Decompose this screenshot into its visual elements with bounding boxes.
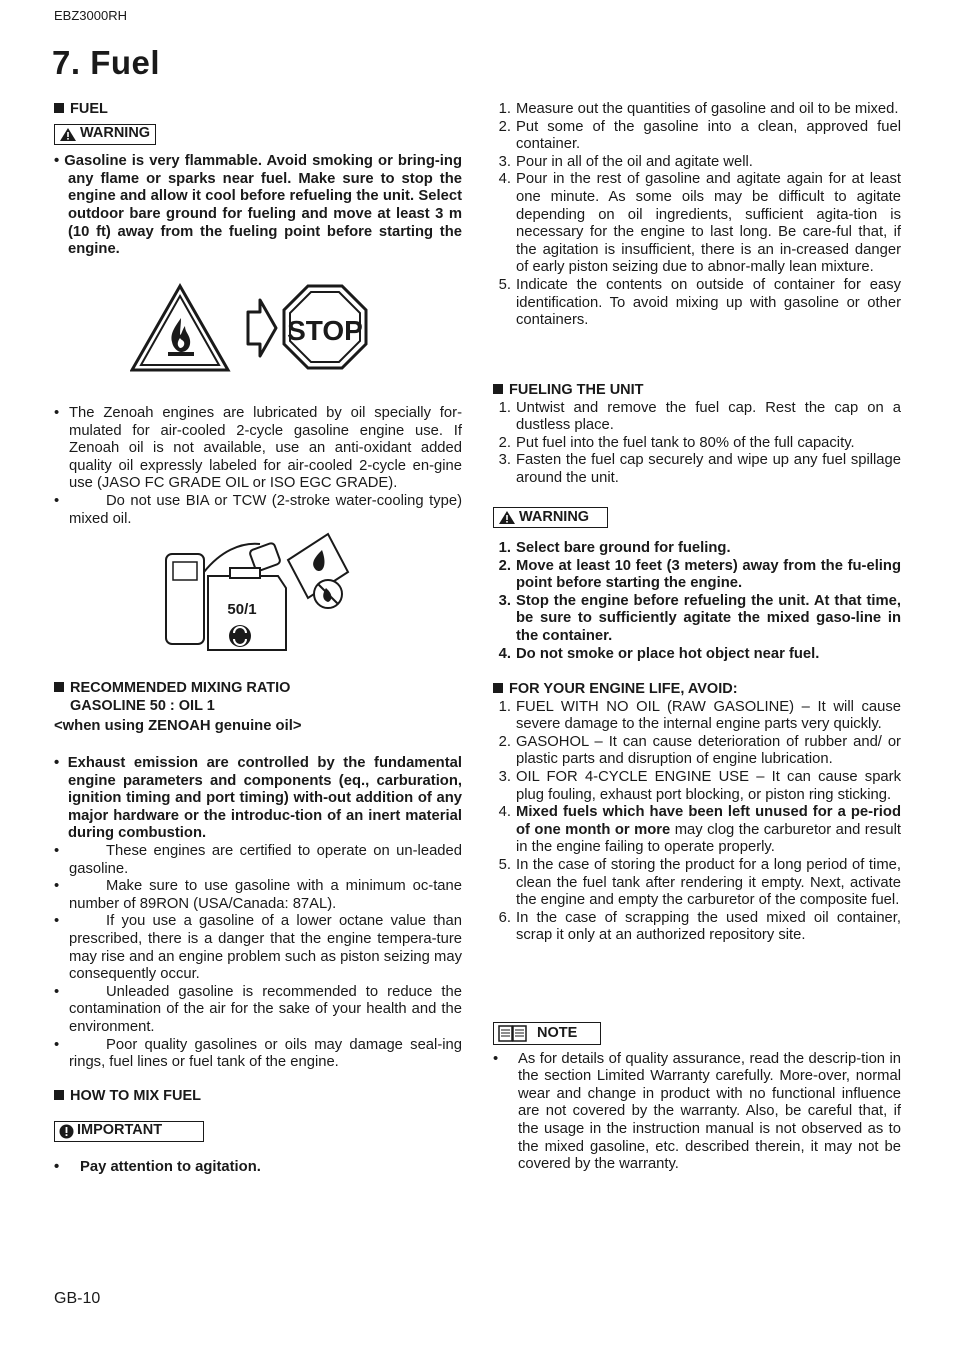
avoid-heading: FOR YOUR ENGINE LIFE, AVOID:: [493, 681, 901, 699]
list-item: 2. Move at least 10 feet (3 meters) away from the fu-eling point before starting the engine.: [498, 557, 901, 592]
list-item: 6. In the case of scrapping the used mixed oil container, scrap it only at an authorized repository site.: [498, 909, 901, 944]
list-item: 3. Fasten the fuel cap securely and wipe up any fuel spillage around the unit.: [498, 452, 901, 486]
warning-section-right: [493, 507, 901, 531]
ratio-heading: RECOMMENDED MIXING RATIO: [54, 680, 462, 698]
no-fire-icon: [314, 580, 342, 608]
list-item: • Make sure to use gasoline with a minimum oc-tane number of 89RON (USA/Canada: 87AL).: [54, 878, 462, 912]
list-item: • These engines are certified to operate on un-leaded gasoline.: [54, 842, 462, 877]
warning-steps: [493, 540, 901, 663]
list-item: 5. Indicate the contents on outside of container for easy identification. To avoid mixing up with gasoline or other containers.: [498, 276, 901, 329]
gas-pump-icon: [166, 554, 204, 644]
square-bullet-icon: [493, 384, 503, 394]
ratio-subheading: <when using ZENOAH genuine oil>: [54, 718, 302, 735]
flammable-warning-icon: [132, 286, 228, 370]
square-bullet-icon: [54, 103, 64, 113]
note-section: [493, 1022, 901, 1174]
note-label: NOTE: [493, 1022, 601, 1045]
exclamation-circle-icon: [59, 1124, 74, 1139]
list-item: 2. GASOHOL – It can cause deterioration of rubber and/ or plastic parts and disruption of engine lubrication.: [498, 733, 901, 768]
ratio-value: GASOLINE 50 : OIL 1: [70, 697, 215, 714]
avoid-section: [493, 681, 901, 945]
fuel-heading: FUEL: [54, 101, 462, 119]
list-item: 3. OIL FOR 4-CYCLE ENGINE USE – It can cause spark plug fouling, exhaust port blocking, or piston ring sticking.: [498, 768, 901, 803]
list-item: 1. Measure out the quantities of gasoline and oil to be mixed.: [498, 101, 899, 117]
page-title: 7. Fuel: [52, 44, 161, 81]
emission-text: • Exhaust emission are controlled by the fundamental engine parameters and components (eq., carburation, ignition timing and port timing) with-out addition of any major hardware or the introduc-tion of an inert material during combustion.: [54, 755, 462, 842]
square-bullet-icon: [54, 1090, 64, 1100]
list-item: 3. Stop the engine before refueling the unit. At that time, be sure to sufficiently agitate the mixed gaso-line in the container.: [498, 592, 901, 644]
svg-text:50/1: 50/1: [227, 601, 257, 618]
list-item: 4. Mixed fuels which have been left unused for a pe-riod of one month or more may clog the carburetor and result in the engine failing to operate properly.: [498, 804, 901, 856]
list-item: 1. Select bare ground for fueling.: [498, 540, 731, 556]
list-item: 4. Pour in the rest of gasoline and agitate again for at least one minute. As some oils may be difficult to agitate depending on oil ingredients, sufficient agita-tion is necessary for the engine to last long. Be care-ful that, if the agitation is insufficient, there is an in-creased danger of early piston seizing due to abnor-mally lean mixture.: [498, 171, 901, 276]
fire-stop-illustration: [130, 282, 380, 378]
list-item: 2. Put some of the gasoline into a clean, approved fuel container.: [498, 118, 901, 153]
fueling-section: [493, 382, 901, 488]
list-item: 2. Put fuel into the fuel tank to 80% of the full capacity.: [498, 434, 855, 451]
list-item: 4. Do not smoke or place hot object near fuel.: [498, 645, 820, 662]
warning-label: WARNING: [54, 124, 156, 145]
mix-heading: HOW TO MIX FUEL: [54, 1088, 462, 1106]
fueling-heading: FUELING THE UNIT: [493, 382, 901, 400]
svg-text:STOP: STOP: [287, 315, 363, 346]
arrow-right-icon: [248, 300, 276, 356]
notebook-icon: [498, 1025, 528, 1042]
square-bullet-icon: [493, 683, 503, 693]
how-to-mix-section: [54, 1088, 462, 1177]
list-item: • If you use a gasoline of a lower octane value than prescribed, there is a danger that the engine tempera-ture may rise and an engine problem such as piston seizing may consequently occur.: [54, 913, 462, 983]
fuel-can-illustration: [160, 532, 350, 656]
stop-sign-icon: [284, 286, 366, 368]
list-item: • Do not use BIA or TCW (2-stroke water-cooling type) mixed oil.: [54, 492, 462, 527]
square-bullet-icon: [54, 682, 64, 692]
list-item: 1. FUEL WITH NO OIL (RAW GASOLINE) – It will cause severe damage to the internal engine parts very quickly.: [498, 698, 901, 733]
warning-text: • Gasoline is very flammable. Avoid smoking or bring-ing any flame or sparks near fuel. Make sure to stop the engine and allow it cool before refueling the unit. Select outdoor bare ground for fueling and move at least 3 m (10 ft) away from the fueling point before starting the engine.: [54, 153, 462, 258]
list-item: • The Zenoah engines are lubricated by oil specially for-mulated for air-cooled 2-cycle gasoline engine use. If Zenoah oil is not available, use an anti-oxidant added quality oil expressly labeled for air-cooled 2-cycle en-gine use (JASO FC GRADE OIL or ISO EGC GRADE).: [54, 405, 462, 492]
list-item: • Unleaded gasoline is recommended to reduce the contamination of the air for the sake of your health and the environment.: [54, 983, 462, 1035]
warning-triangle-icon: [59, 127, 77, 142]
important-label: IMPORTANT: [54, 1121, 204, 1142]
oil-section: [54, 405, 462, 528]
important-text: • Pay attention to agitation.: [54, 1159, 261, 1176]
note-text: • As for details of quality assurance, read the descrip-tion in the section Limited Warranty carefully. More-over, normal wear and change in product with no functional influence are not covered by the warranty. Also, be careful that, if the usage in the instruction manual is not observed as to the mixed gasoline, etc. described therein, it may not be covered by the warranty.: [493, 1050, 901, 1173]
page-number: GB-10: [54, 1290, 101, 1307]
model-number: EBZ3000RH: [54, 8, 127, 23]
warning-label: WARNING: [493, 507, 608, 528]
warning-triangle-icon: [498, 510, 516, 525]
fuel-can-icon: [208, 542, 286, 650]
list-item: 5. In the case of storing the product for a long period of time, clean the fuel tank after rendering it empty. Next, activate the engine and empty the carburetor of the composite fuel.: [498, 856, 901, 909]
fuel-section: [54, 101, 462, 259]
list-item: 1. Untwist and remove the fuel cap. Rest the cap on a dustless place.: [498, 399, 901, 434]
mixing-ratio-section: [54, 680, 462, 736]
list-item: • Poor quality gasolines or oils may damage seal-ing rings, fuel lines or fuel tank of the engine.: [54, 1036, 462, 1071]
list-item: 3. Pour in all of the oil and agitate well.: [498, 153, 753, 170]
gasoline-section: [54, 755, 462, 1072]
mix-steps: [493, 101, 901, 330]
